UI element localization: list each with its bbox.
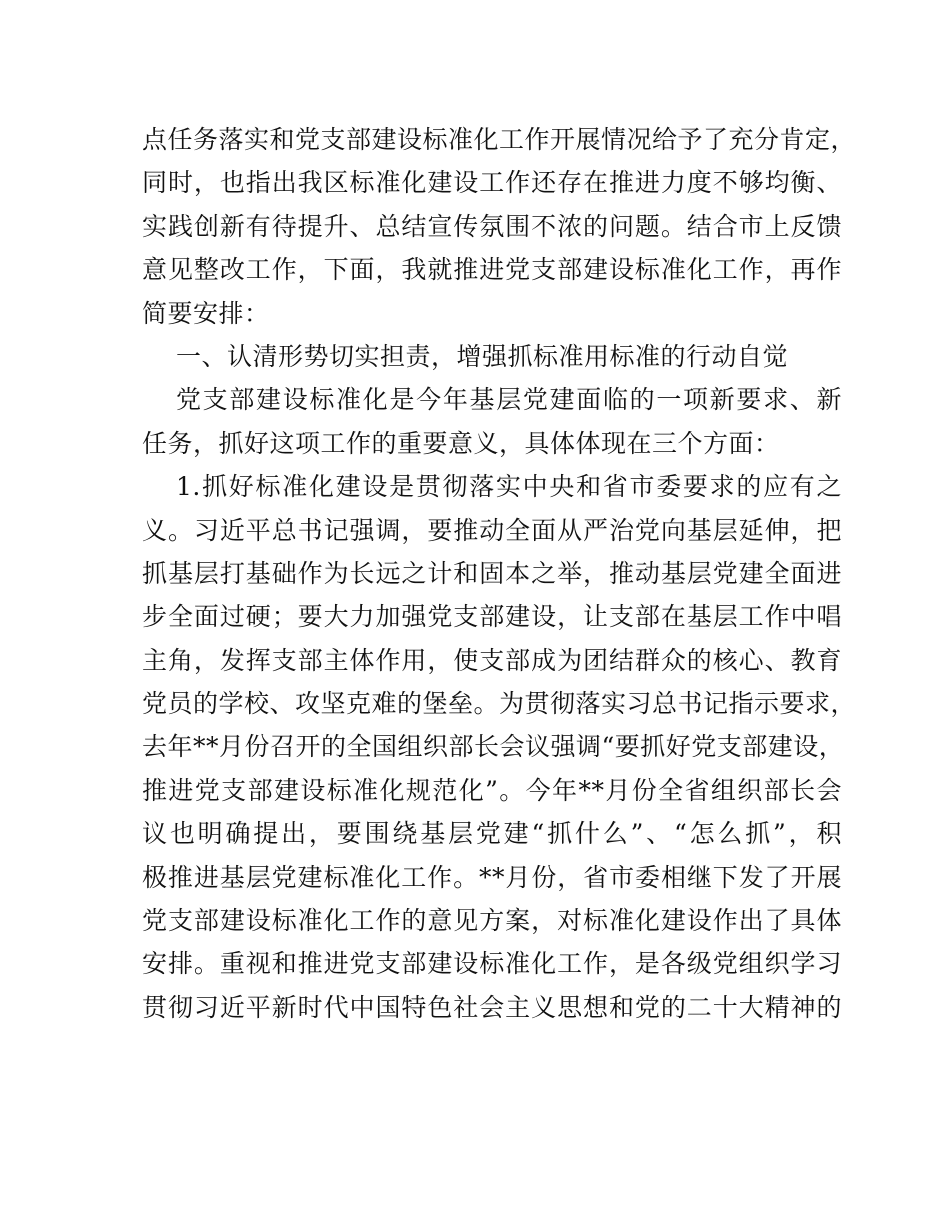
text-line: 同时，也指出我区标准化建设工作还存在推进力度不够均衡、 [142,168,842,198]
text-line: 党支部建设标准化工作的意见方案，对标准化建设作出了具体 [142,906,842,936]
text-line: 意见整改工作，下面，我就推进党支部建设标准化工作，再作 [142,255,842,285]
text-line: 党支部建设标准化是今年基层党建面临的一项新要求、新 [176,385,842,415]
text-line: 点任务落实和党支部建设标准化工作开展情况给予了充分肯定， [142,125,857,154]
text-line: 步全面过硬；要大力加强党支部建设，让支部在基层工作中唱 [142,602,842,632]
section-heading: 一、认清形势切实担责，增强抓标准用标准的行动自觉 [176,341,789,371]
text-line: 推进党支部建设标准化规范化”。今年**月份全省组织部长会 [142,775,842,805]
text-line: 去年**月份召开的全国组织部长会议强调“要抓好党支部建设， [142,732,845,762]
text-line: 主角，发挥支部主体作用，使支部成为团结群众的核心、教育 [142,645,842,675]
document-body [142,118,857,1029]
text-line: 任务，抓好这项工作的重要意义，具体体现在三个方面： [142,428,780,458]
text-line: 极推进基层党建标准化工作。**月份，省市委相继下发了开展 [142,862,842,892]
text-line: 1.抓好标准化建设是贯彻落实中央和省市委要求的应有之 [176,472,842,502]
text-line: 党员的学校、攻坚克难的堡垒。为贯彻落实习总书记指示要求， [142,689,857,719]
text-line: 抓基层打基础作为长远之计和固本之举，推动基层党建全面进 [142,558,842,588]
text-line: 贯彻习近平新时代中国特色社会主义思想和党的二十大精神的 [142,992,842,1022]
text-line: 议也明确提出，要围绕基层党建“抓什么”、“怎么抓”，积 [142,819,842,849]
text-line: 实践创新有待提升、总结宣传氛围不浓的问题。结合市上反馈 [142,211,842,241]
text-line: 安排。重视和推进党支部建设标准化工作，是各级党组织学习 [142,949,842,979]
text-line: 义。习近平总书记强调，要推动全面从严治党向基层延伸，把 [142,515,842,545]
text-line: 简要安排： [142,298,270,328]
